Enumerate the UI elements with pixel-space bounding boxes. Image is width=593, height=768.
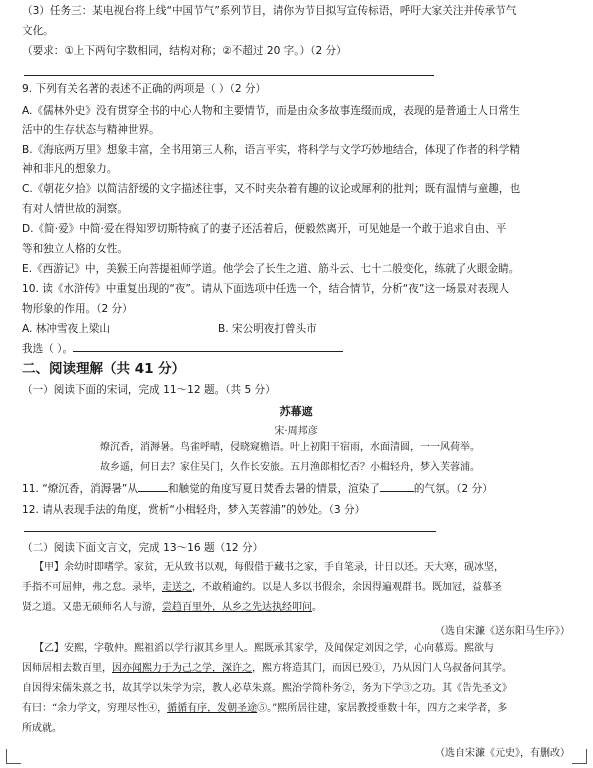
- passage-a-text: 贤之道。又患无硕师名人与游，: [22, 602, 162, 613]
- q10-option-b: B. 宋公明夜打曾头市: [218, 323, 317, 335]
- answer-line[interactable]: [24, 531, 436, 532]
- part1-instruction: （一）阅读下面的宋词，完成 11～12 题。（共 5 分）: [22, 384, 276, 396]
- passage-b-line3: 自因得宋儒朱熹之书，故其学以朱学为宗，教人必草朱熹。熙治学简朴务②，务为下学③之功。其《告先圣文》: [22, 683, 512, 694]
- q12: 12. 请从表现手法的角度，赏析“小楫轻舟，梦入芙蓉浦”的妙处。（3 分）: [22, 504, 366, 516]
- page-corner-mark: [6, 749, 21, 764]
- q11-text-mid: 和触觉的角度写夏日焚香去暑的情景，渲染了: [167, 483, 380, 495]
- q9-option-d-line1: D.《简·爱》中简·爱在得知罗切斯特疯了的妻子还活着后，便毅然离开，可见她是一个敢于追求自由、平: [22, 223, 507, 235]
- q9-option-c-line2: 有对人情世故的洞察。: [22, 203, 128, 215]
- q9-option-e-line1: E.《西游记》中，美猴王向菩提祖师学道。他学会了长生之道、筋斗云、七十二般变化，练就了火眼金睛。: [22, 263, 520, 275]
- page-corner-mark: [572, 749, 587, 764]
- poem-author: 宋·周邦彦: [274, 426, 318, 437]
- passage-b-text: 有曰：“余力学文，穷理尽性④，: [22, 703, 168, 714]
- passage-b-line5: 所成就。: [22, 723, 62, 734]
- q11-blank-2[interactable]: [380, 491, 414, 492]
- q8-task3-line1: （3）任务三：某电视台将上线“中国节气”系列节目，请你为节目拟写宣传标语，呼吁大家关注并传承节气: [22, 5, 517, 17]
- passage-a-underlined: 走送之: [162, 582, 192, 593]
- q9-option-b-line2: 神和非凡的想象力。: [22, 163, 118, 175]
- passage-b-text: ，熙方将造其门，而因已殁①，乃从因门人乌叔备问其学。: [252, 663, 512, 674]
- q8-task3-requirement: （要求：①上下两句字数相同，结构对称；②不超过 20 字。）（2 分）: [22, 45, 347, 57]
- q8-task3-line2: 文化。: [22, 25, 54, 37]
- passage-b-source: （选自宋濂《元史》，有删改）: [435, 748, 570, 759]
- passage-b-underlined: 循循有序，发朝圣途: [167, 703, 258, 714]
- poem-line2: 故乡遥，何日去？家住吴门，久作长安旅。五月渔郎相忆否？小楫轻舟，梦入芙蓉浦。: [100, 462, 480, 473]
- q9-option-a-line2: 活中的生存状态与精神世界。: [22, 124, 160, 136]
- q10-option-a: A. 林冲雪夜上梁山: [22, 323, 110, 335]
- passage-b-text: ⑤。”熙所居往建，家居教授垂数十年，四方之来学者，多: [257, 703, 508, 714]
- q10-stem-line1: 10. 读《水浒传》中重复出现的“夜”。请从下面选项中任选一个，结合情节，分析“夜”这一场景对表现人: [22, 283, 510, 295]
- q9-option-b-line1: B.《海底两万里》想象丰富，全书用第三人称，语言平实，将科学与文学巧妙地结合，体现了作者的科学精: [22, 144, 520, 156]
- answer-line[interactable]: [24, 75, 434, 76]
- passage-b-line4: [22, 702, 507, 716]
- poem-title: 苏幕遮: [279, 405, 313, 418]
- q9-stem: 9. 下列有关名著的表述不正确的两项是（ ）（2 分）: [22, 83, 267, 95]
- passage-a-text: 手指不可屈伸，弗之怠。录毕，: [22, 582, 162, 593]
- passage-a-source: （选自宋濂《送东阳马生序》）: [435, 626, 570, 637]
- passage-b-text: 因师居相去数百里，: [22, 663, 112, 674]
- section2-heading: 二、阅读理解（共 41 分）: [22, 361, 186, 377]
- q10-choice: [22, 342, 343, 356]
- q10-answer-blank[interactable]: [73, 351, 343, 352]
- passage-a-text: ，不敢稍逾约。以是人多以书假余，余因得遍观群书。既加冠，益慕圣: [192, 582, 502, 593]
- q11: [22, 482, 493, 496]
- passage-a-line1: 【甲】余幼时即嗜学。家贫，无从致书以观，每假借于藏书之家，手自笔录，计日以还。天大寒，砚冰坚，: [34, 562, 504, 573]
- q11-text-pre: 11. “燎沉香，消溽暑”从: [22, 483, 138, 495]
- passage-b-line1: 【乙】安熙，字敬仲。熙祖滔以学行淑其乡里人。熙既承其家学，及闻保定刘因之学，心向慕焉。熙欲与: [34, 643, 494, 654]
- q10-stem-line2: 物形象的作用。（2 分）: [22, 303, 133, 315]
- q10-choice-label: 我选（ ）。: [22, 343, 74, 355]
- part2-instruction: （二）阅读下面文言文，完成 13～16 题（12 分）: [22, 542, 264, 554]
- passage-a-line3: [22, 601, 322, 615]
- passage-a-underlined: 尝趋百里外，从乡之先达执经叩问: [162, 602, 312, 613]
- passage-b-underlined: 因亦闻熙力于为己之学，深许之: [112, 663, 252, 674]
- poem-line1: 燎沉香，消溽暑。鸟雀呼晴，侵晓窥檐语。叶上初阳干宿雨，水面清圆，一一风荷举。: [100, 442, 480, 453]
- q9-option-c-line1: C.《朝花夕拾》以简洁舒缓的文字描述往事，又不时夹杂着有趣的议论或犀利的批判；既有温情与童趣，也: [22, 183, 521, 195]
- q11-text-post: 的气氛。（2 分）: [413, 483, 493, 495]
- q9-option-a-line1: A.《儒林外史》没有贯穿全书的中心人物和主要情节，而是由众多故事连缀而成，表现的是普通士人日常生: [22, 105, 520, 117]
- passage-b-line2: [22, 662, 512, 676]
- passage-a-text: 。: [312, 602, 322, 613]
- q9-option-d-line2: 等和独立人格的女性。: [22, 243, 128, 255]
- q11-blank-1[interactable]: [138, 491, 168, 492]
- passage-a-line2: [22, 581, 502, 595]
